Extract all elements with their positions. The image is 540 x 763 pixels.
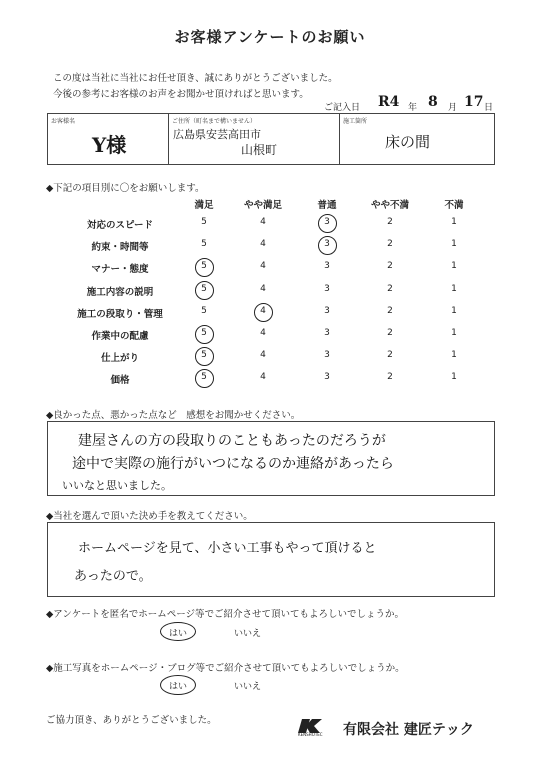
address-cell xyxy=(169,114,340,164)
intro-line-2: 今後の参考にお客様のお声をお聞かせ頂ければと思います。 xyxy=(53,89,309,100)
anonymous-yes: はい xyxy=(169,629,188,639)
anonymous-no: いいえ xyxy=(234,629,262,639)
rating-selected-circle xyxy=(195,281,214,300)
anonymous-question: ◆アンケートを匿名でホームページ等でご紹介させて頂いてもよろしいでしょうか。 xyxy=(46,609,405,620)
address-line-2: 山根町 xyxy=(241,143,278,157)
company-name: 有限会社 建匠テック xyxy=(343,722,474,738)
header-somewhat-satisfied: やや満足 xyxy=(243,200,282,211)
intro-line-1: この度は当社に当社にお任せ頂き、誠にありがとうございました。 xyxy=(53,73,338,84)
impressions-question: ◆良かった点、悪かった点など 感想をお聞かせください。 xyxy=(46,410,301,421)
rating-value: 4 xyxy=(260,328,266,338)
rating-value: 2 xyxy=(387,283,393,294)
date-day-unit: 日 xyxy=(484,103,494,113)
rating-value: 5 xyxy=(201,283,207,294)
date-label: ご記入日 xyxy=(324,103,361,113)
rating-value: 5 xyxy=(201,217,207,227)
rating-value: 1 xyxy=(451,217,457,227)
rating-value: 1 xyxy=(451,328,457,338)
rating-row xyxy=(0,284,540,306)
rating-value: 2 xyxy=(387,305,393,316)
rating-item-label: 対応のスピード xyxy=(86,220,154,231)
location-label: 施工箇所 xyxy=(343,118,368,125)
rating-value: 4 xyxy=(260,217,266,227)
anonymous-options xyxy=(0,624,540,644)
rating-value: 3 xyxy=(324,328,330,338)
rating-value: 1 xyxy=(451,372,457,383)
rating-value: 1 xyxy=(451,261,457,272)
rating-value: 3 xyxy=(324,305,330,316)
rating-value: 2 xyxy=(387,217,393,227)
customer-info-box xyxy=(47,113,495,165)
rating-item-label: 施工の段取り・管理 xyxy=(77,308,163,320)
date-year-unit: 年 xyxy=(408,103,418,113)
rating-row xyxy=(0,328,540,350)
decision-line-2: あったので。 xyxy=(74,569,152,584)
rating-selected-circle xyxy=(318,236,337,255)
photos-yes: はい xyxy=(169,682,188,692)
rating-value: 1 xyxy=(451,283,457,294)
rating-selected-circle xyxy=(318,214,337,233)
rating-value: 5 xyxy=(201,305,207,316)
rating-value: 2 xyxy=(387,372,393,383)
rating-item-label: 施工内容の説明 xyxy=(86,286,154,298)
date-era-value: R4 xyxy=(378,94,400,110)
rating-value: 5 xyxy=(201,350,207,361)
rating-value: 4 xyxy=(260,239,266,250)
rating-value: 1 xyxy=(451,305,457,316)
rating-value: 1 xyxy=(451,239,457,250)
rating-value: 4 xyxy=(260,305,266,316)
date-day-value: 17 xyxy=(464,94,484,110)
date-month-value: 8 xyxy=(428,94,438,110)
rating-value: 5 xyxy=(201,239,207,250)
impressions-line-2: 途中で実際の施行がいつになるのか連絡があったら xyxy=(72,456,394,472)
rating-value: 3 xyxy=(324,261,330,272)
rating-table xyxy=(0,195,540,395)
photos-options xyxy=(0,678,540,698)
rating-row xyxy=(0,239,540,261)
rating-selected-circle xyxy=(195,258,214,277)
rating-selected-circle xyxy=(254,303,273,322)
rating-value: 2 xyxy=(387,239,393,250)
rating-value: 5 xyxy=(201,328,207,338)
page-title: お客様アンケートのお願い xyxy=(174,28,366,46)
rating-value: 4 xyxy=(260,261,266,272)
rating-value: 1 xyxy=(451,350,457,361)
impressions-line-3: いいなと思いました。 xyxy=(62,479,172,492)
header-neutral: 普通 xyxy=(317,200,337,211)
rating-value: 3 xyxy=(324,372,330,383)
customer-name-value: Y様 xyxy=(92,133,127,157)
company-logo-subtext: KENSHOTEC xyxy=(298,732,323,737)
photos-question: ◆施工写真をホームページ・ブログ等でご紹介させて頂いてもよろしいでしょうか。 xyxy=(46,663,405,674)
rating-value: 4 xyxy=(260,283,266,294)
decision-answer-box xyxy=(47,522,495,597)
rating-value: 2 xyxy=(387,261,393,272)
rating-instruction: ◆下記の項目別に〇をお願いします。 xyxy=(46,183,205,194)
rating-item-label: マナー・態度 xyxy=(91,264,149,276)
decision-line-1: ホームページを見て、小さい工事もやって頂けると xyxy=(78,541,377,556)
header-satisfied: 満足 xyxy=(194,200,214,211)
rating-value: 3 xyxy=(324,350,330,361)
rating-item-label: 約束・時間等 xyxy=(91,242,149,254)
header-somewhat-dissatisfied: やや不満 xyxy=(370,200,409,211)
customer-name-cell xyxy=(48,114,169,164)
rating-item-label: 価格 xyxy=(110,375,130,387)
rating-selected-circle xyxy=(195,325,214,344)
address-label: ご住所（町名まで構いません） xyxy=(172,118,257,125)
rating-value: 5 xyxy=(201,261,207,272)
rating-row xyxy=(0,306,540,328)
rating-row xyxy=(0,350,540,372)
location-value: 床の間 xyxy=(385,133,431,151)
rating-selected-circle xyxy=(195,347,214,366)
impressions-line-1: 建屋さんの方の段取りのこともあったのだろうが xyxy=(78,433,386,449)
location-cell xyxy=(340,114,494,164)
rating-value: 4 xyxy=(260,372,266,383)
rating-value: 2 xyxy=(387,328,393,338)
decision-question: ◆当社を選んで頂いた決め手を教えてください。 xyxy=(46,511,253,522)
rating-header-row xyxy=(0,197,540,219)
rating-value: 4 xyxy=(260,350,266,361)
rating-value: 3 xyxy=(324,217,330,227)
date-row xyxy=(318,94,498,113)
date-month-unit: 月 xyxy=(448,103,458,113)
company-logo xyxy=(298,713,336,737)
customer-name-label: お客様名 xyxy=(51,118,76,125)
rating-value: 2 xyxy=(387,350,393,361)
closing-text: ご協力頂き、ありがとうございました。 xyxy=(46,715,217,726)
header-dissatisfied: 不満 xyxy=(444,200,464,211)
rating-value: 3 xyxy=(324,283,330,294)
company-logo-letter: K xyxy=(312,713,317,720)
rating-value: 5 xyxy=(201,372,207,383)
address-line-1: 広島県安芸高田市 xyxy=(173,128,261,141)
impressions-answer-box xyxy=(47,421,495,496)
rating-row xyxy=(0,217,540,239)
rating-row xyxy=(0,372,540,394)
rating-value: 3 xyxy=(324,239,330,250)
rating-selected-circle xyxy=(195,369,214,388)
photos-no: いいえ xyxy=(234,682,262,692)
rating-row xyxy=(0,261,540,283)
rating-item-label: 仕上がり xyxy=(100,353,139,365)
rating-item-label: 作業中の配慮 xyxy=(91,331,149,342)
